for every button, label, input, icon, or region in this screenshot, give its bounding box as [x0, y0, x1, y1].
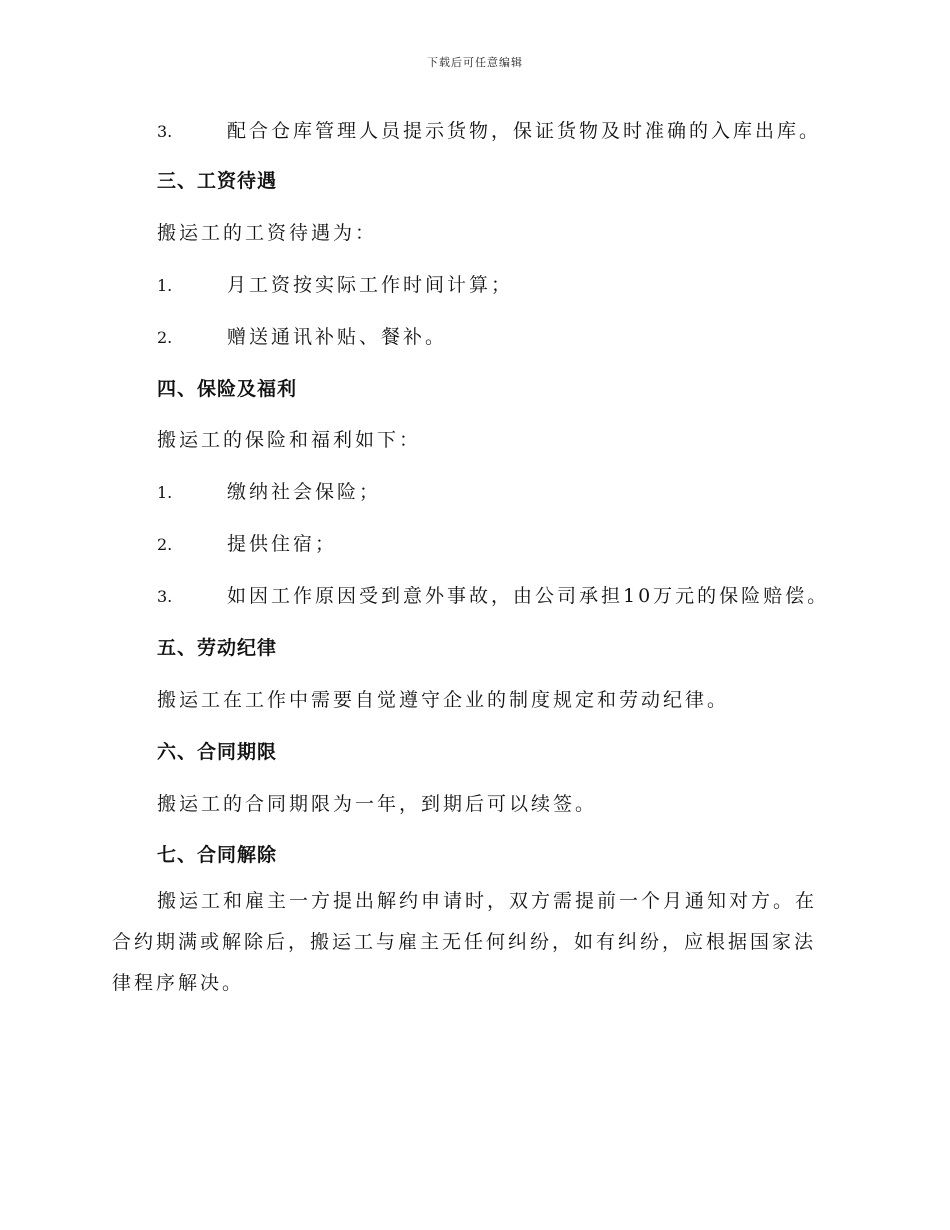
- section-body-term: 搬运工的合同期限为一年，到期后可以续签。: [157, 793, 598, 815]
- header-note: 下载后可任意编辑: [427, 56, 523, 69]
- list-item: [157, 322, 447, 349]
- list-item: [157, 477, 381, 504]
- section-body-termination: 搬运工和雇主一方提出解约申请时，双方需提前一个月通知对方。在合约期满或解除后，搬运工与雇主无任何纠纷，如有纠纷，应根据国家法律程序解决。: [112, 890, 818, 994]
- list-item: [157, 581, 829, 608]
- list-text: 提供住宿；: [227, 533, 338, 555]
- list-item: [157, 529, 337, 556]
- list-text: 赠送通讯补贴、餐补。: [227, 326, 448, 348]
- list-number: 1.: [157, 483, 173, 502]
- list-text: 配合仓库管理人员提示货物，保证货物及时准确的入库出库。: [227, 120, 822, 142]
- list-number: 3.: [157, 122, 173, 141]
- section-intro-insurance: 搬运工的保险和福利如下：: [157, 429, 422, 451]
- list-number: 2.: [157, 535, 173, 554]
- list-item: [157, 116, 821, 143]
- list-number: 1.: [157, 276, 173, 295]
- list-item: [157, 270, 513, 297]
- section-heading-insurance: 四、保险及福利: [157, 378, 298, 400]
- section-heading-discipline: 五、劳动纪律: [157, 637, 278, 659]
- section-body-discipline: 搬运工在工作中需要自觉遵守企业的制度规定和劳动纪律。: [157, 689, 730, 711]
- list-text: 如因工作原因受到意外事故，由公司承担10万元的保险赔偿。: [227, 585, 830, 607]
- list-number: 3.: [157, 587, 173, 606]
- list-text: 月工资按实际工作时间计算；: [227, 274, 514, 296]
- list-number: 2.: [157, 328, 173, 347]
- list-text: 缴纳社会保险；: [227, 481, 382, 503]
- section-heading-term: 六、合同期限: [157, 741, 278, 763]
- section-heading-termination: 七、合同解除: [157, 844, 278, 866]
- section-intro-wages: 搬运工的工资待遇为：: [157, 222, 378, 244]
- section-heading-wages: 三、工资待遇: [157, 170, 278, 192]
